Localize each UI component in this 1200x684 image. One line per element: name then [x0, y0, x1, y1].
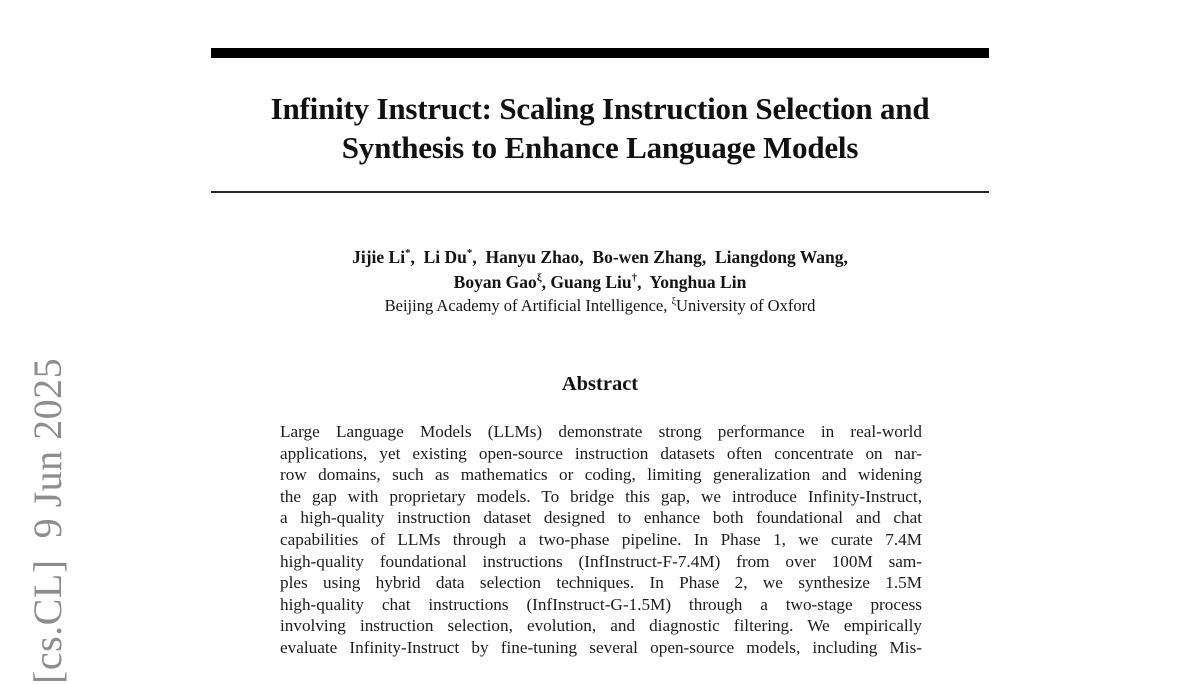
abstract-line: high-quality chat instructions (InfInstruct-G-1.5M) through a two-stage process: [280, 594, 922, 614]
abstract-line: involving instruction selection, evolution, and diagnostic filtering. We empirically: [280, 616, 922, 636]
author-text-segment: Jijie Li: [352, 247, 406, 267]
affiliation-line: [211, 294, 989, 319]
abstract-line: Large Language Models (LLMs) demonstrate strong performance in real-world: [280, 422, 922, 441]
arxiv-watermark: [cs.CL] 9 Jun 2025: [25, 357, 70, 684]
abstract-line: the gap with proprietary models. To bridge this gap, we introduce Infinity-Instruct,: [280, 486, 922, 506]
author-text-segment: Boyan Gao: [453, 271, 537, 292]
author-footnote-mark: *: [405, 247, 411, 260]
author-line-1: [211, 245, 989, 270]
top-thick-rule: [211, 48, 989, 58]
paper-title-line-2: Synthesis to Enhance Language Models: [341, 130, 859, 165]
author-footnote-mark: *: [466, 247, 473, 260]
abstract-body: [280, 421, 922, 659]
affiliation-text-segment: Beijing Academy of Artificial Intelligence,: [384, 296, 672, 315]
abstract-line: ples using hybrid data selection techniques. In Phase 2, we synthesize 1.5M: [280, 573, 922, 593]
author-text-segment: , Yonghua Lin: [637, 271, 747, 292]
abstract-line: row domains, such as mathematics or coding, limiting generalization and widening: [280, 465, 922, 485]
abstract-line: applications, yet existing open-source instruction datasets often concentrate on nar-: [280, 443, 922, 463]
author-footnote-mark: †: [631, 271, 638, 284]
author-text-segment: , Hanyu Zhao, Bo-wen Zhang, Liangdong Wang,: [472, 247, 848, 267]
abstract-line: a high-quality instruction dataset designed to enhance both foundational and chat: [280, 508, 922, 528]
abstract-heading: Abstract: [561, 373, 639, 395]
paper-title: [181, 89, 1019, 167]
authors-block: [211, 245, 989, 319]
abstract-line: capabilities of LLMs through a two-phase pipeline. In Phase 1, we curate 7.4M: [280, 529, 922, 549]
title-separator-rule: [211, 191, 989, 193]
affiliation-footnote-mark: ξ: [671, 296, 677, 308]
abstract-line: evaluate Infinity-Instruct by fine-tuning several open-source models, including Mis-: [280, 637, 922, 657]
abstract-line: high-quality foundational instructions (InfInstruct-F-7.4M) from over 100M sam-: [280, 551, 922, 571]
author-text-segment: , Li Du: [410, 247, 467, 267]
author-text-segment: , Guang Liu: [541, 271, 632, 292]
paper-title-line-1: Infinity Instruct: Scaling Instruction Selection and: [270, 91, 930, 126]
author-footnote-mark: ξ: [536, 271, 542, 284]
author-line-2: [211, 270, 989, 295]
affiliation-text-segment: University of Oxford: [676, 296, 816, 315]
